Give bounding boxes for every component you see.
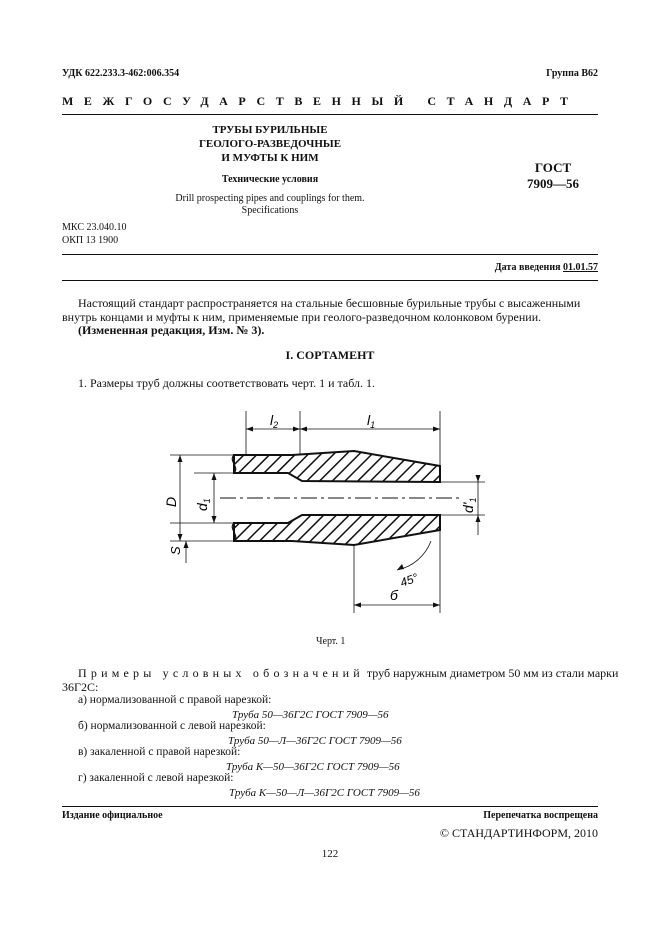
- drawing-caption: Черт. 1: [316, 636, 346, 647]
- header-rule: [62, 114, 598, 115]
- examples-intro: [78, 666, 618, 681]
- intro-date: [400, 262, 598, 273]
- example-a-label: а) нормализованной с правой нарезкой:: [78, 694, 272, 706]
- official-edition: Издание официальное: [62, 810, 163, 821]
- standard-type: МЕЖГОСУДАРСТВЕННЫЙ СТАНДАРТ: [62, 94, 579, 108]
- mks-code: МКС 23.040.10: [62, 222, 127, 233]
- footer-rule: [62, 806, 598, 807]
- title-line-1: ТРУБЫ БУРИЛЬНЫЕ: [212, 124, 328, 136]
- pipe-wall-lower: [234, 515, 440, 545]
- section-heading: I. СОРТАМЕНТ: [285, 348, 375, 362]
- amendment-note: (Измененная редакция, Изм. № 3).: [78, 323, 265, 337]
- label-b: б: [390, 587, 398, 603]
- group-code: Группа В62: [546, 68, 598, 79]
- label-l1: $l_1$: [367, 412, 376, 430]
- s-arrow: [184, 541, 189, 548]
- examples-intro-spaced: Примеры условных обозначений: [78, 666, 364, 680]
- title-line-2: ГЕОЛОГО-РАЗВЕДОЧНЫЕ: [198, 138, 342, 150]
- gost-label: ГОСТ: [534, 160, 572, 175]
- label-45: 45°: [398, 570, 421, 590]
- page-number: 122: [321, 848, 339, 860]
- intro-paragraph-line-2: внутрь концами и муфты к ним, применяемые при геолого-разведочном колонковом бурении.: [62, 310, 542, 324]
- label-l2: $l_2$: [270, 412, 279, 430]
- example-b-label: б) нормализованной с левой нарезкой:: [78, 720, 266, 732]
- title-rule: [62, 254, 598, 255]
- intro-date-label: Дата введения: [494, 262, 561, 273]
- clause-1: 1. Размеры труб должны соответствовать черт. 1 и табл. 1.: [78, 376, 376, 390]
- udk-code: УДК 622.233.3-462:006.354: [62, 68, 180, 79]
- pipe-wall-upper: [234, 451, 440, 482]
- label-d1-prime: $d'_1$: [460, 497, 478, 513]
- okp-code: ОКП 13 1900: [62, 235, 119, 246]
- example-b-code: Труба 50—Л—36Г2С ГОСТ 7909—56: [228, 735, 402, 747]
- date-rule: [62, 280, 598, 281]
- pipe-end-drawing: [150, 395, 500, 625]
- copyright: © СТАНДАРТИНФОРМ, 2010: [439, 826, 598, 840]
- title-line-3: И МУФТЫ К НИМ: [221, 152, 319, 164]
- example-c-label: в) закаленной с правой нарезкой:: [78, 746, 241, 758]
- reprint-notice: Перепечатка воспрещена: [483, 810, 598, 821]
- label-d1: $d_1$: [194, 498, 212, 511]
- label-d: D: [163, 496, 179, 507]
- intro-date-value: 01.01.57: [563, 262, 598, 273]
- title-subtitle: Технические условия: [221, 174, 319, 185]
- title-english-2: Specifications: [241, 205, 299, 216]
- label-s: S: [168, 546, 183, 555]
- examples-intro-rest: труб наружным диаметром 50 мм из стали марки: [366, 666, 619, 680]
- example-d-label: г) закаленной с левой нарезкой:: [78, 772, 234, 784]
- example-c-code: Труба К—50—36Г2С ГОСТ 7909—56: [226, 761, 400, 773]
- angle-arrow: [397, 564, 404, 570]
- title-english-1: Drill prospecting pipes and couplings for them.: [175, 193, 365, 204]
- gost-number: 7909—56: [527, 176, 579, 191]
- intro-paragraph-line-1: Настоящий стандарт распространяется на стальные бесшовные бурильные трубы с высаженными: [78, 296, 581, 310]
- example-d-code: Труба К—50—Л—36Г2С ГОСТ 7909—56: [229, 787, 420, 799]
- example-a-code: Труба 50—36Г2С ГОСТ 7909—56: [232, 709, 389, 721]
- examples-intro-line-2: 36Г2С:: [62, 680, 99, 694]
